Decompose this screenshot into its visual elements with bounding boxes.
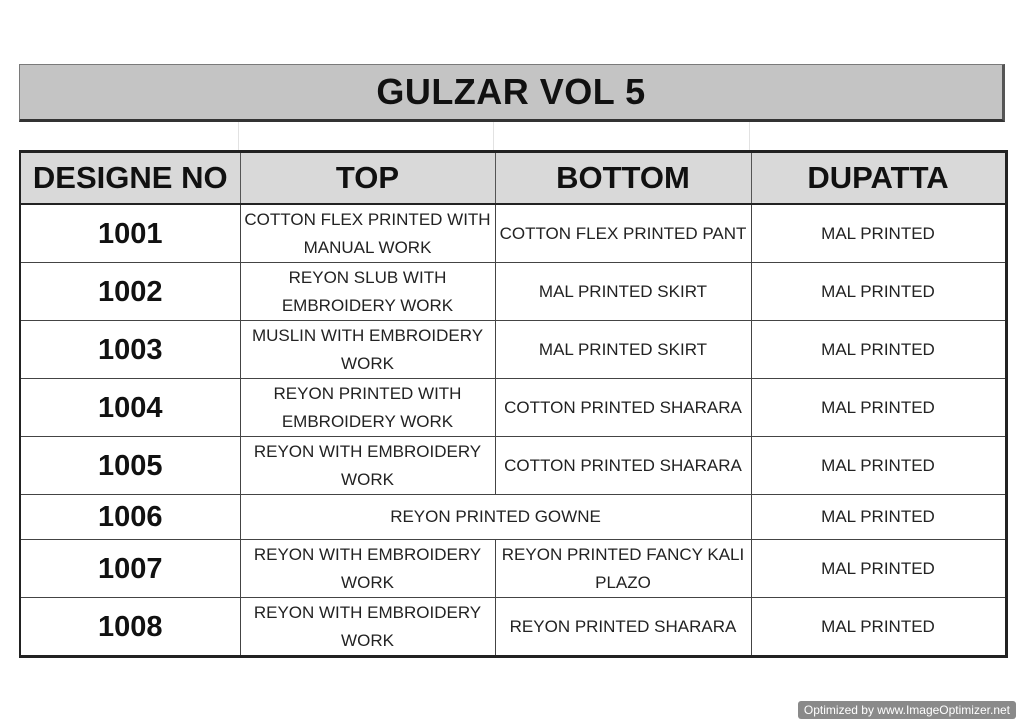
dupatta-cell: MAL PRINTED: [751, 598, 1006, 657]
spacer-cell: [494, 122, 750, 150]
design-no-cell: 1008: [20, 598, 240, 657]
table-row: [20, 263, 1006, 321]
dupatta-cell: MAL PRINTED: [751, 204, 1006, 263]
header-bottom: BOTTOM: [495, 152, 751, 205]
top-cell: REYON WITH EMBROIDERY WORK: [240, 598, 495, 657]
design-no-cell: 1002: [20, 263, 240, 321]
dupatta-cell: MAL PRINTED: [751, 321, 1006, 379]
spacer-cell: [19, 122, 239, 150]
design-no-cell: 1004: [20, 379, 240, 437]
dupatta-cell: MAL PRINTED: [751, 437, 1006, 495]
table-row: [20, 204, 1006, 263]
table-row: [20, 495, 1006, 540]
dupatta-cell: MAL PRINTED: [751, 540, 1006, 598]
spacer-cell: [750, 122, 1005, 150]
table-row: [20, 540, 1006, 598]
top-cell: REYON SLUB WITH EMBROIDERY WORK: [240, 263, 495, 321]
bottom-cell: COTTON FLEX PRINTED PANT: [495, 204, 751, 263]
bottom-cell: MAL PRINTED SKIRT: [495, 263, 751, 321]
dupatta-cell: MAL PRINTED: [751, 263, 1006, 321]
design-table: [19, 150, 1008, 658]
bottom-cell: REYON PRINTED FANCY KALI PLAZO: [495, 540, 751, 598]
header-design-no: DESIGNE NO: [20, 152, 240, 205]
bottom-cell: COTTON PRINTED SHARARA: [495, 379, 751, 437]
table-row: [20, 379, 1006, 437]
design-no-cell: 1001: [20, 204, 240, 263]
dupatta-cell: MAL PRINTED: [751, 495, 1006, 540]
design-no-cell: 1007: [20, 540, 240, 598]
sheet-title: GULZAR VOL 5: [19, 64, 1005, 122]
dupatta-cell: MAL PRINTED: [751, 379, 1006, 437]
catalog-sheet: [19, 64, 1005, 658]
spacer-row: [19, 122, 1005, 150]
top-cell: REYON PRINTED WITH EMBROIDERY WORK: [240, 379, 495, 437]
spacer-cell: [239, 122, 494, 150]
header-dupatta: DUPATTA: [751, 152, 1006, 205]
bottom-cell: REYON PRINTED SHARARA: [495, 598, 751, 657]
table-row: [20, 321, 1006, 379]
table-row: [20, 437, 1006, 495]
top-cell: MUSLIN WITH EMBROIDERY WORK: [240, 321, 495, 379]
header-row: [20, 152, 1006, 205]
design-no-cell: 1005: [20, 437, 240, 495]
design-no-cell: 1003: [20, 321, 240, 379]
bottom-cell: MAL PRINTED SKIRT: [495, 321, 751, 379]
merged-top-bottom-cell: REYON PRINTED GOWNE: [240, 495, 751, 540]
bottom-cell: COTTON PRINTED SHARARA: [495, 437, 751, 495]
top-cell: COTTON FLEX PRINTED WITH MANUAL WORK: [240, 204, 495, 263]
top-cell: REYON WITH EMBROIDERY WORK: [240, 540, 495, 598]
design-no-cell: 1006: [20, 495, 240, 540]
top-cell: REYON WITH EMBROIDERY WORK: [240, 437, 495, 495]
header-top: TOP: [240, 152, 495, 205]
optimizer-watermark: Optimized by www.ImageOptimizer.net: [798, 701, 1016, 719]
table-row: [20, 598, 1006, 657]
